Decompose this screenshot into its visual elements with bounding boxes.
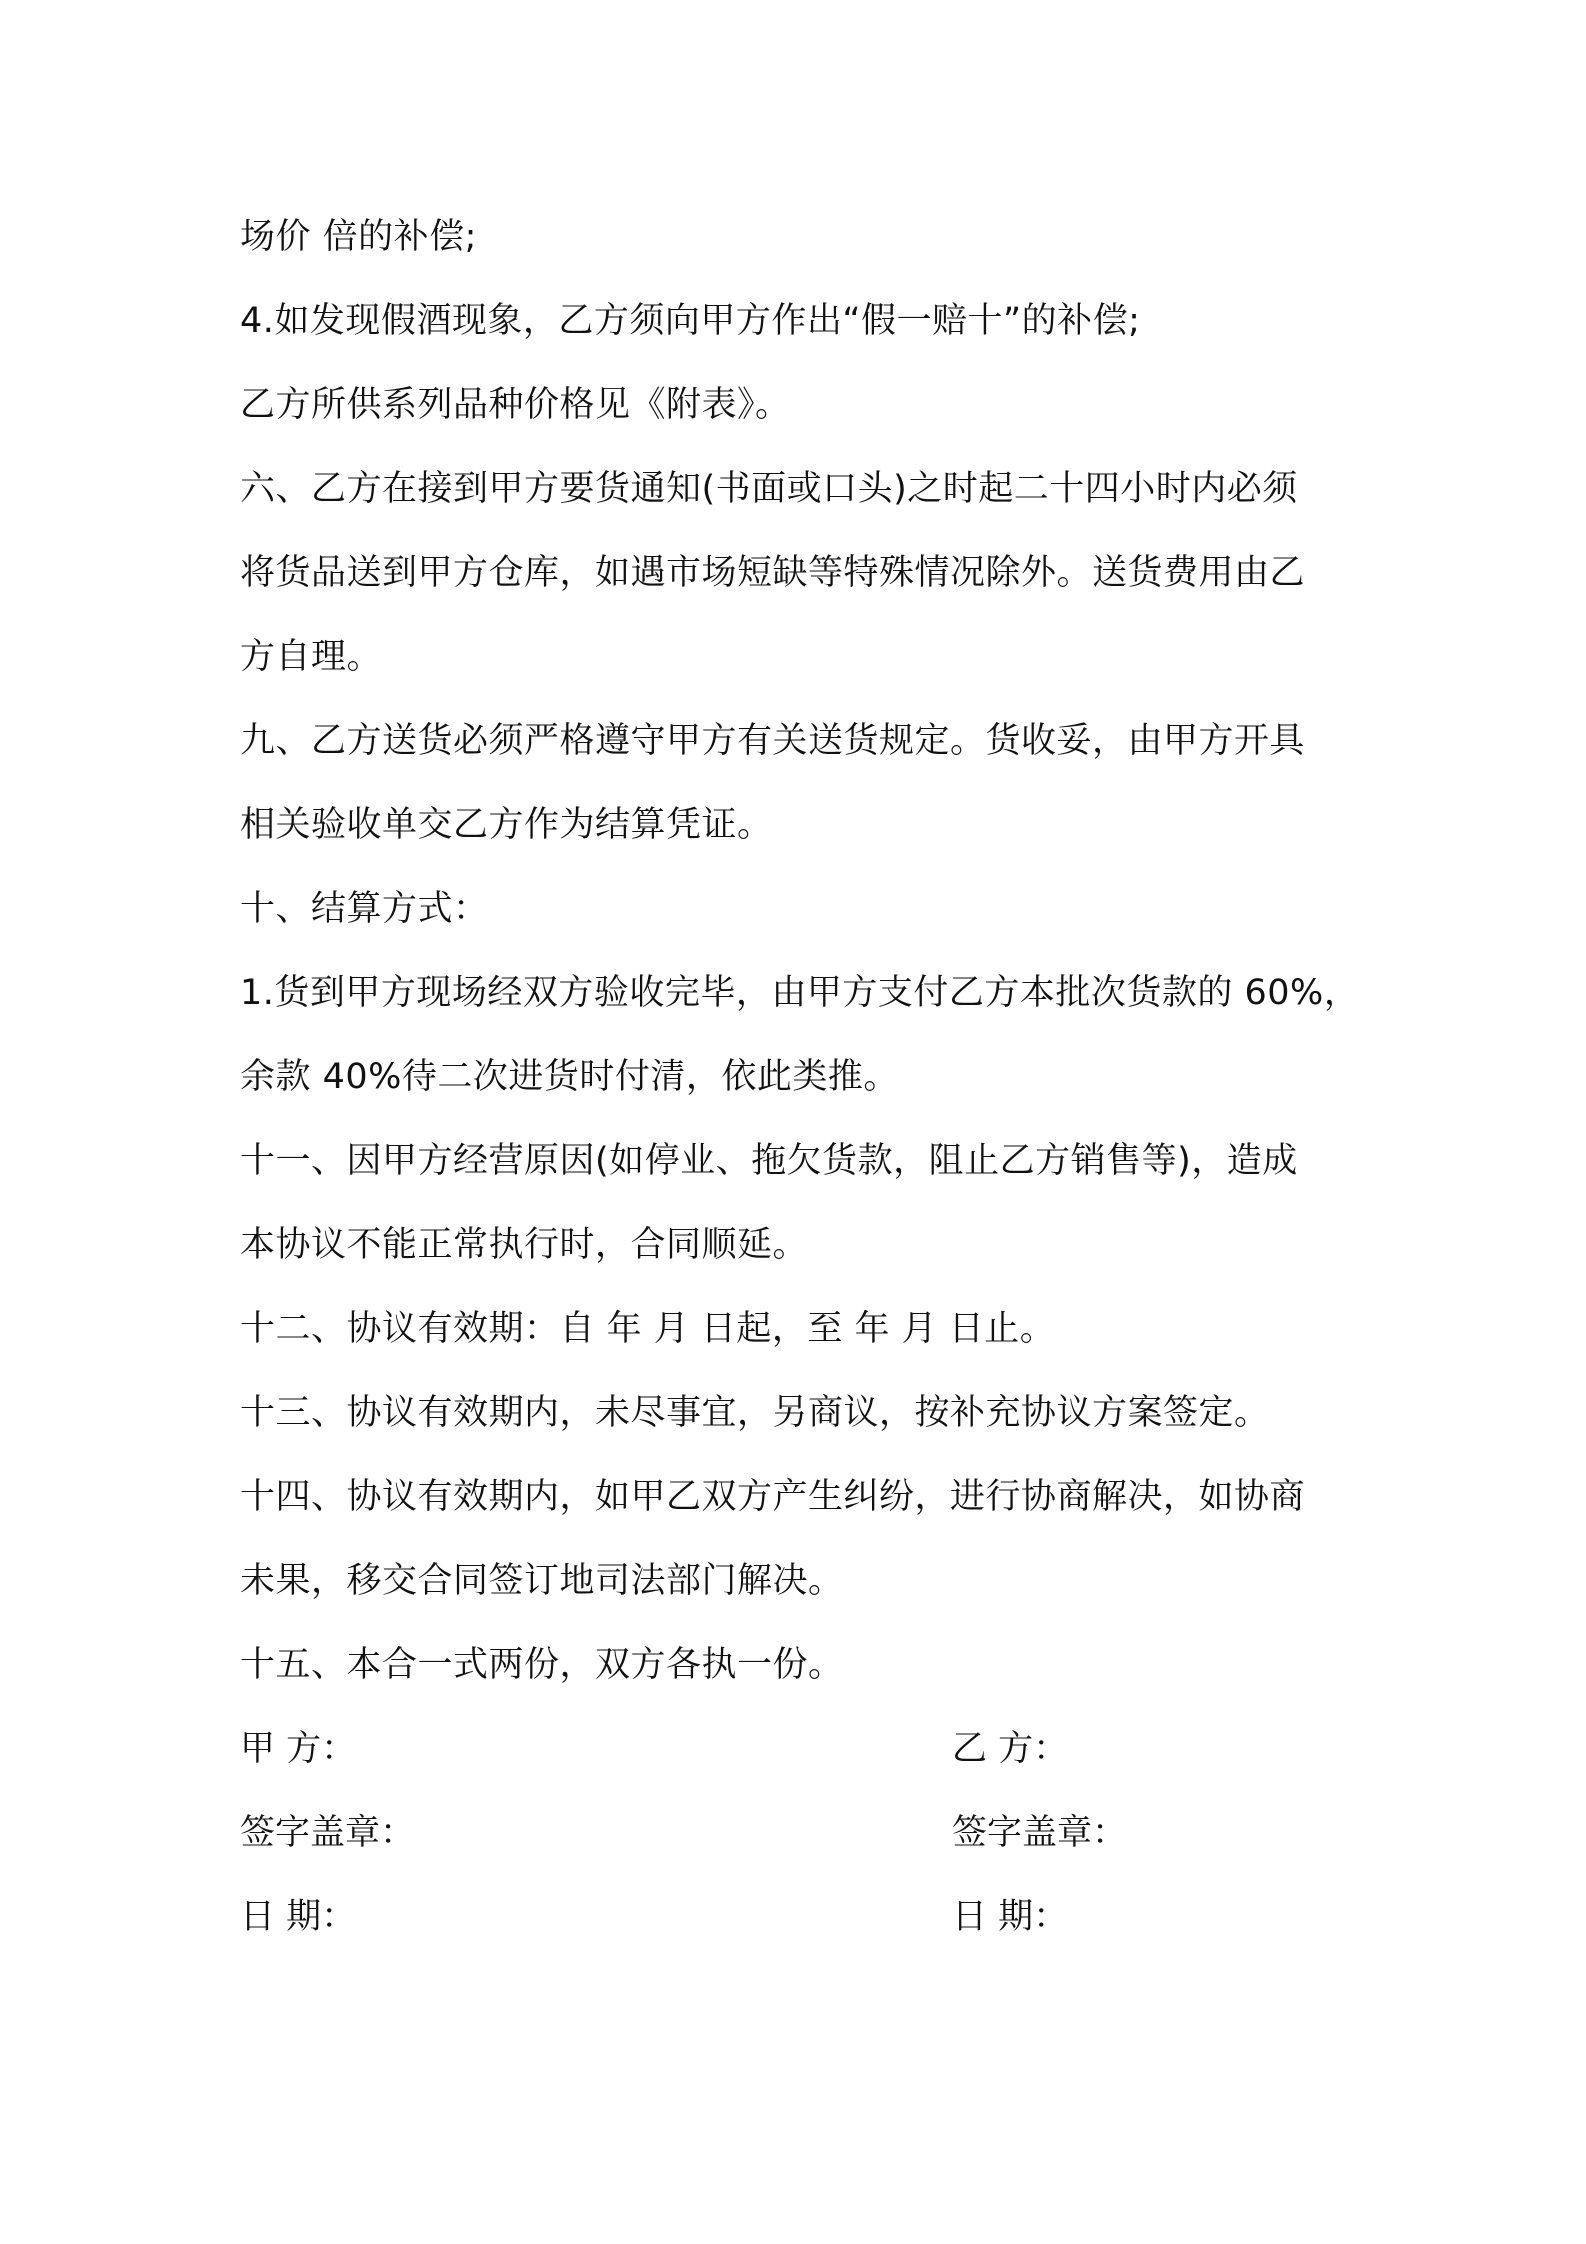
text-line: 乙方所供系列品种价格见《附表》。: [240, 385, 791, 425]
text-line: 将货品送到甲方仓库，如遇市场短缺等特殊情况除外。送货费用由乙: [240, 553, 1306, 593]
text-line: 十、结算方式：: [240, 889, 489, 929]
party-b-label: 乙 方：: [952, 1729, 1069, 1769]
text-line: 1.货到甲方现场经双方验收完毕，由甲方支付乙方本批次货款的 60%，: [240, 973, 1360, 1013]
text-line: 九、乙方送货必须严格遵守甲方有关送货规定。货收妥，由甲方开具: [240, 721, 1306, 761]
text-line: 余款 40%待二次进货时付清，依此类推。: [240, 1057, 899, 1097]
text-line: 场价 倍的补偿;: [240, 217, 477, 257]
text-line: 4.如发现假酒现象，乙方须向甲方作出“假一赔十”的补偿;: [240, 301, 1141, 341]
text-line: 方自理。: [240, 637, 383, 677]
seal-a-label: 签字盖章：: [240, 1813, 416, 1853]
document-body: [240, 195, 1370, 1959]
text-line: 十二、协议有效期：自 年 月 日起，至 年 月 日止。: [240, 1309, 1056, 1349]
text-line: 相关验收单交乙方作为结算凭证。: [240, 805, 773, 845]
date-a-label: 日 期：: [240, 1897, 357, 1937]
text-line: 十四、协议有效期内，如甲乙双方产生纠纷，进行协商解决，如协商: [240, 1477, 1306, 1517]
text-line: 十一、因甲方经营原因(如停业、拖欠货款，阻止乙方销售等)，造成: [240, 1141, 1298, 1181]
text-line: 未果，移交合同签订地司法部门解决。: [240, 1561, 844, 1601]
text-line: 十五、本合一式两份，双方各执一份。: [240, 1645, 844, 1685]
signature-row-seal: [240, 1791, 1370, 1875]
text-line: 十三、协议有效期内，未尽事宜，另商议，按补充协议方案签定。: [240, 1393, 1270, 1433]
party-a-label: 甲 方：: [240, 1729, 357, 1769]
text-line: 六、乙方在接到甲方要货通知(书面或口头)之时起二十四小时内必须: [240, 469, 1298, 509]
signature-row-date: [240, 1875, 1370, 1959]
text-line: 本协议不能正常执行时，合同顺延。: [240, 1225, 809, 1265]
seal-b-label: 签字盖章：: [952, 1813, 1128, 1853]
date-b-label: 日 期：: [952, 1897, 1069, 1937]
signature-row-party: [240, 1707, 1370, 1791]
